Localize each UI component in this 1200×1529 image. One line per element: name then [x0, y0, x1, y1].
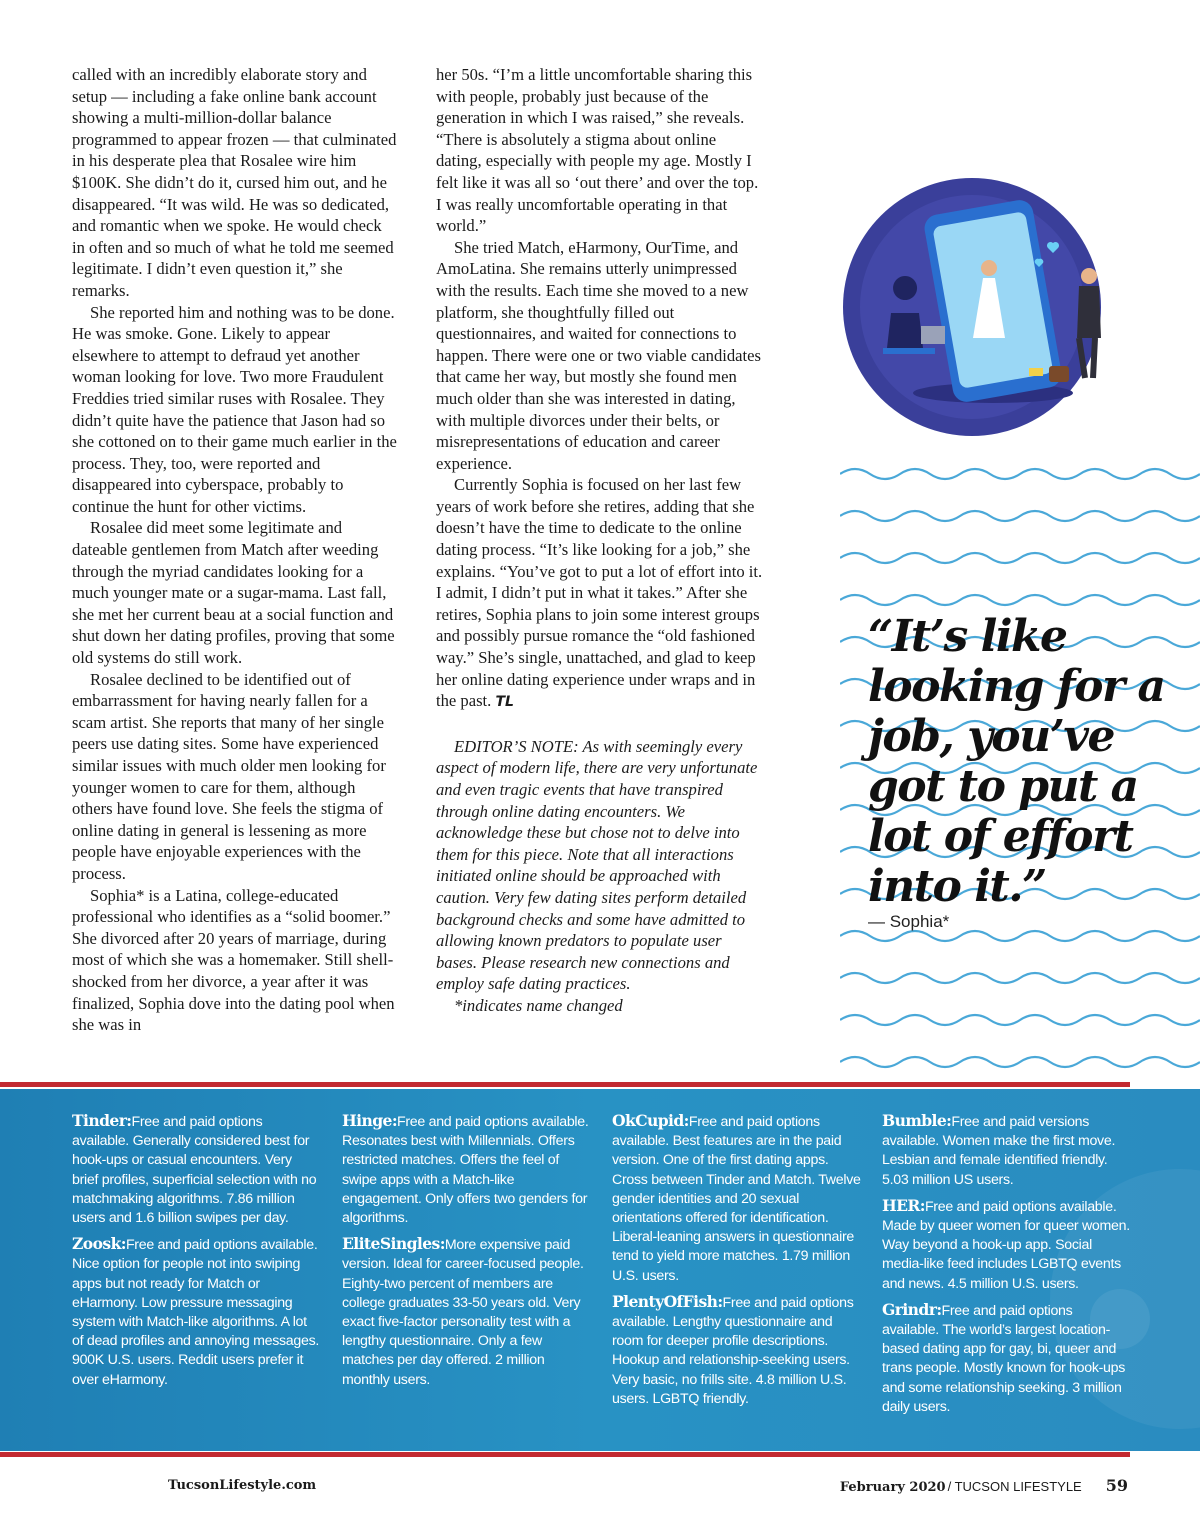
app-name: Tinder:: [72, 1111, 132, 1130]
app-name: PlentyOfFish:: [612, 1291, 723, 1311]
sidebar-bottom-rule: [0, 1452, 1130, 1457]
sidebar-column-4: [882, 1111, 1130, 1423]
app-description: More expensive paid version. Ideal for career-focused people. Eighty-two percent of members are college graduates 33-50 years old. Very exact five-factor personality test with a lengthy questionnaire. Only a few matches per day offered. 2 million monthly users.: [342, 1237, 584, 1388]
article-paragraph: called with an incredibly elaborate story and setup — including a fake online bank account showing a multi-million-dollar balance programmed to appear frozen — that culminated in his desperate plea that Rosalee wire him $100K. She didn’t do it, cursed him out, and he disappeared. “It was wild. He was so dedicated, and romantic when we spoke. He would check in often and so much of what he told me seemed legitimate. I didn’t even question it,” she remarks.: [72, 65, 397, 300]
footer-magazine: / TUCSON LIFESTYLE: [947, 1479, 1082, 1494]
app-description: Free and paid options available. Resonates best with Millennials. Offers restricted matches. Offers the feel of swipe apps with a Match-like engagement. Only offers two genders for algorithms.: [342, 1114, 589, 1227]
app-description: Free and paid options available. Made by queer women for queer women. Way beyond a hook-up app. Social media-like feed includes LGBTQ events and news. 4.5 million U.S. users.: [882, 1198, 1130, 1292]
app-entry-her: [882, 1196, 1130, 1294]
article-paragraph-text: Currently Sophia is focused on her last few years of work before she retires, adding that she doesn’t have the time to dedicate to the online dating process. “It’s like looking for a job,” she explains. “You’ve got to put a lot of effort into it. I admit, I didn’t put in what it takes.” After she retires, Sophia plans to join some interest groups and possibly pursue romance the “old fashioned way.” She’s single, unattached, and glad to keep her online dating experience under wraps and in the past.: [436, 475, 763, 711]
name-changed-note: *indicates name changed: [454, 995, 623, 1015]
app-description: Free and paid options available. Nice option for people not into swiping apps but not ready for Match or eHarmony. Low pressure messaging system with Match-like algorithms. A lot of dead profiles and annoying messages. 900K U.S. users. Reddit users prefer it over eHarmony.: [72, 1237, 320, 1388]
app-entry-zoosk: [72, 1234, 320, 1390]
pull-quote-attribution: — Sophia*: [868, 912, 950, 931]
article-paragraph: her 50s. “I’m a little uncomfortable sharing this with people, probably just because of the generation in which I was raised,” she reveals. “There is absolutely a stigma about online dating, especially with people my age. Mostly I felt like it was all so ‘out there’ and over the top. I was really uncomfortable operating in that world.”: [436, 65, 759, 236]
page-number: 59: [1105, 1476, 1128, 1495]
pull-quote-text: “It’s like looking for a job, you’ve got to put a lot of effort into it.”: [868, 611, 1165, 912]
footer-folio: [840, 1476, 1128, 1495]
pull-quote: [868, 612, 1168, 912]
app-entry-plentyoffish: [612, 1292, 862, 1409]
article-column-2: [436, 64, 764, 1017]
article-paragraph: Rosalee declined to be identified out of embarrassment for having nearly fallen for a scam artist. She reports that many of her single peers use dating sites. Some have experienced similar issues with much older men looking for younger women to care for them, although others have found love. She feels the stigma of online dating in general is lessening as more people have enjoyable experiences with the process.: [72, 669, 386, 883]
sidebar-column-2: [342, 1111, 590, 1396]
app-name: Bumble:: [882, 1111, 952, 1130]
footer-website: TucsonLifestyle.com: [168, 1478, 317, 1493]
article-column-1: [72, 64, 398, 1036]
app-entry-tinder: [72, 1111, 320, 1228]
app-entry-hinge: [342, 1111, 590, 1228]
sidebar-column-1: [72, 1111, 320, 1396]
app-description: Free and paid versions available. Women make the first move. Lesbian and female identified friendly. 5.03 million US users.: [882, 1114, 1116, 1188]
app-entry-okcupid: [612, 1111, 862, 1286]
article-paragraph: She tried Match, eHarmony, OurTime, and AmoLatina. She remains utterly unimpressed with the results. Each time she moved to a new platform, she thoughtfully filled out questionnaires, and waited for connections to happen. There were one or two viable candidates that came her way, but mostly she found men much older than she was interested in dating, with multiple divorces under their belts, or misrepresentations of education and career experience.: [436, 237, 761, 473]
sidebar-column-3: [612, 1111, 862, 1415]
editor-note: EDITOR’S NOTE: As with seemingly every aspect of modern life, there are very unfortunate and even tragic events that have transpired through online dating encounters. We acknowledge these but chose not to delve into them for this piece. Note that all interactions initiated online should be approached with caution. Very few dating sites perform detailed background checks and some have admitted to allowing known predators to populate user bases. Please research new connections and employ safe dating practices.: [436, 736, 758, 994]
app-name: Grindr:: [882, 1299, 942, 1319]
footer-issue: February 2020: [839, 1480, 946, 1495]
app-name: OkCupid:: [612, 1111, 689, 1130]
app-entry-grindr: [882, 1300, 1130, 1417]
app-name: HER:: [882, 1195, 925, 1215]
dating-apps-sidebar: [0, 1089, 1200, 1451]
app-name: Zoosk:: [72, 1234, 126, 1254]
article-paragraph: She reported him and nothing was to be done. He was smoke. Gone. Likely to appear elsewhere to attempt to defraud yet another woman looking for love. Two more Fraudulent Freddies tried similar ruses with Rosalee. They didn’t quite have the patience that Jason had so she cottoned on to their game much earlier in the process. They, too, were reported and disappeared into cyberspace, probably to continue the hunt for other victims.: [72, 302, 397, 516]
end-mark: TL: [495, 694, 514, 711]
app-description: Free and paid options available. Generally considered best for hook-ups or casual encounters. Very brief profiles, superficial selection with no matchmaking algorithms. 7.86 million users and 1.6 billion swipes per day.: [72, 1114, 317, 1227]
app-description: Free and paid options available. Lengthy questionnaire and room for deeper profile descriptions. Hookup and relationship-seeking users. Very basic, no frills site. 4.8 million U.S. users. LGBTQ friendly.: [612, 1294, 854, 1407]
app-name: EliteSingles:: [342, 1234, 445, 1254]
dating-app-illustration: [843, 178, 1101, 436]
app-entry-elitesingles: [342, 1234, 590, 1390]
article-paragraph: Sophia* is a Latina, college-educated professional who identifies as a “solid boomer.” She divorced after 20 years of marriage, during most of which she was a homemaker. Still shell-shocked from her divorce, a year after it was finalized, Sophia dove into the dating pool when she was in: [72, 885, 395, 1035]
app-name: Hinge:: [342, 1111, 397, 1130]
article-paragraph: Rosalee did meet some legitimate and dateable gentlemen from Match after weeding through the myriad candidates looking for a much younger mate or a sugar-mama. Last fall, she met her current beau at a social function and shut down her dating profiles, proving that some old systems do still work.: [72, 518, 395, 668]
article-paragraph-final: [436, 474, 764, 714]
sidebar-top-rule: [0, 1082, 1130, 1087]
app-description: Free and paid options available. The world’s largest location-based dating app for gay, bi, queer and trans people. Mostly known for hook-ups and some relationship seeking. 3 million daily users.: [882, 1302, 1126, 1415]
app-description: Free and paid options available. Best features are in the paid version. One of the first dating apps. Cross between Tinder and Match. Twelve gender identities and 20 sexual orientations offered for identification. Liberal-leaning answers in questionnaire tend to yield more matches. 1.79 million U.S. users.: [612, 1114, 861, 1284]
app-entry-bumble: [882, 1111, 1130, 1190]
